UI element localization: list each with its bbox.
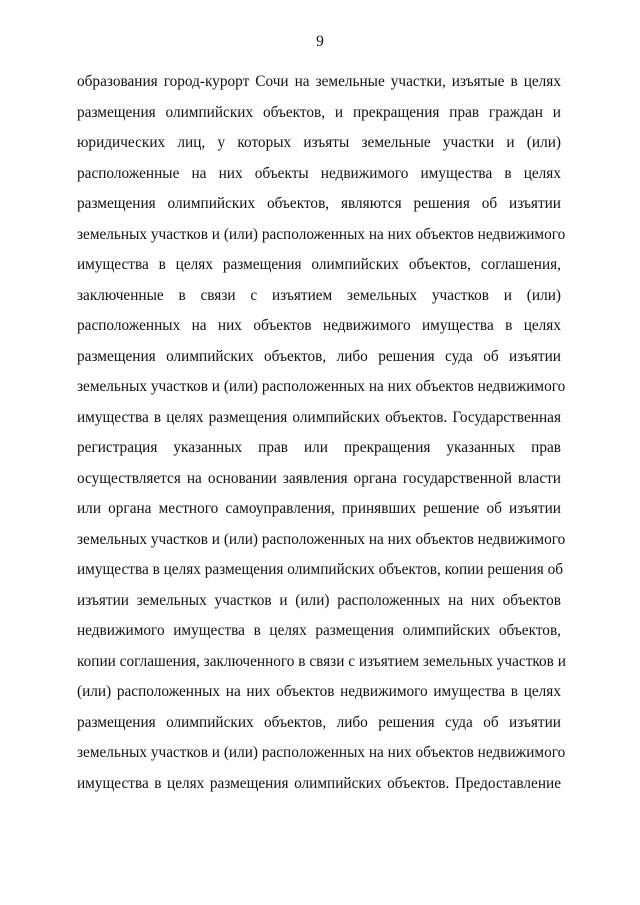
text-line: осуществляется на основании заявления органа государственной власти xyxy=(77,469,561,487)
text-line: (или) расположенных на них объектов недвижимого имущества в целях xyxy=(77,683,561,700)
text-line: заключенные в связи с изъятием земельных участков и (или) xyxy=(77,286,561,304)
text-line: или органа местного самоуправления, принявших решение об изъятии xyxy=(77,500,561,517)
text-line: расположенные на них объекты недвижимого имущества в целях xyxy=(77,164,561,182)
text-line: юридических лиц, у которых изъяты земельные участки и (или) xyxy=(77,134,561,151)
text-line: размещения олимпийских объектов, являются решения об изъятии xyxy=(77,195,561,212)
text-line: имущества в целях размещения олимпийских объектов. Государственная xyxy=(77,408,561,426)
text-line: образования город-курорт Сочи на земельные участки, изъятые в целях xyxy=(77,73,561,90)
text-line: имущества в целях размещения олимпийских объектов. Предоставление xyxy=(77,774,561,792)
text-line: размещения олимпийских объектов, и прекращения прав граждан и xyxy=(77,103,561,121)
text-line: регистрация указанных прав или прекращения указанных прав xyxy=(77,439,561,456)
text-line: земельных участков и (или) расположенных на них объектов недвижимого xyxy=(77,744,566,761)
text-line: размещения олимпийских объектов, либо решения суда об изъятии xyxy=(77,713,561,731)
text-line: имущества в целях размещения олимпийских объектов, копии решения об xyxy=(77,561,563,578)
body-paragraph xyxy=(77,73,566,805)
text-line: земельных участков и (или) расположенных на них объектов недвижимого xyxy=(77,530,566,548)
text-line: копии соглашения, заключенного в связи с изъятием земельных участков и xyxy=(77,652,566,670)
text-line: расположенных на них объектов недвижимого имущества в целях xyxy=(77,317,561,334)
text-line: имущества в целях размещения олимпийских объектов, соглашения, xyxy=(77,256,561,273)
text-line: недвижимого имущества в целях размещения олимпийских объектов, xyxy=(77,622,561,639)
text-line: земельных участков и (или) расположенных на них объектов недвижимого xyxy=(77,225,566,243)
text-line: земельных участков и (или) расположенных на них объектов недвижимого xyxy=(77,378,566,395)
text-line: размещения олимпийских объектов, либо решения суда об изъятии xyxy=(77,347,561,365)
text-line: изъятии земельных участков и (или) расположенных на них объектов xyxy=(77,591,561,609)
page-number: 9 xyxy=(316,33,324,50)
